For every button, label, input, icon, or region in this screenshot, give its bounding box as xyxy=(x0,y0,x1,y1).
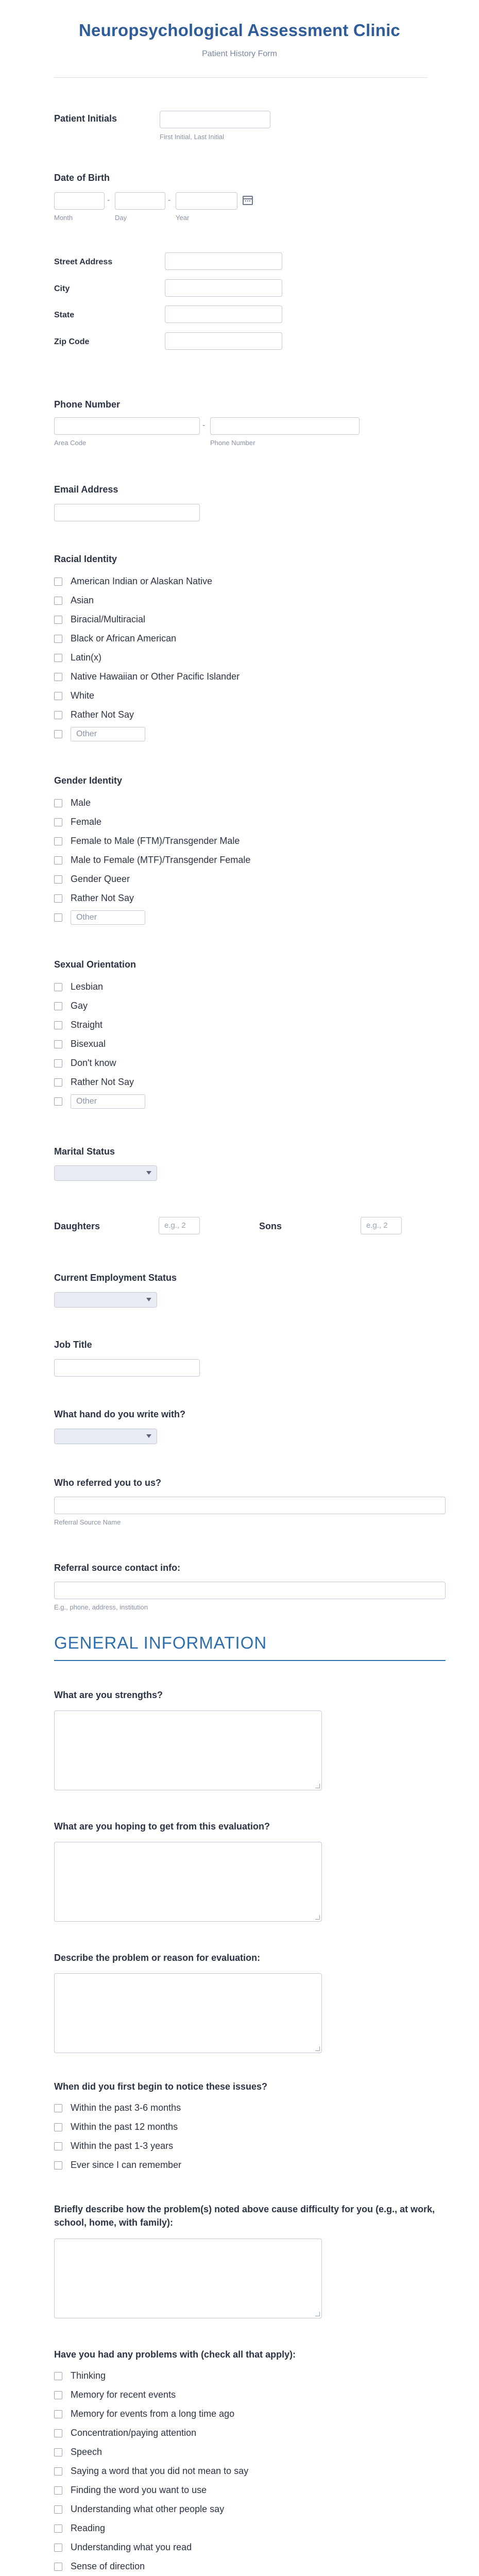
checkbox[interactable] xyxy=(54,2467,62,2476)
option-item[interactable] xyxy=(54,610,446,629)
referral-contact-input[interactable] xyxy=(54,1582,446,1599)
handedness-select[interactable] xyxy=(54,1429,157,1444)
zip-label: Zip Code xyxy=(54,337,90,346)
strengths-label: What are you strengths? xyxy=(54,1690,163,1700)
checkbox[interactable] xyxy=(54,1059,62,1067)
option-item[interactable] xyxy=(54,793,446,812)
checkbox[interactable] xyxy=(54,2448,62,2456)
option-label: White xyxy=(71,690,95,701)
sexual-orientation-other-option[interactable] xyxy=(54,1092,446,1111)
email-section xyxy=(54,484,446,495)
checkbox[interactable] xyxy=(54,2391,62,2399)
option-label: Male to Female (MTF)/Transgender Female xyxy=(71,855,251,865)
option-label: Biracial/Multiracial xyxy=(71,614,146,624)
option-label: Black or African American xyxy=(71,633,177,643)
option-item[interactable] xyxy=(54,832,446,851)
option-label: Asian xyxy=(71,595,94,605)
hoping-section xyxy=(54,1821,446,1832)
option-item[interactable] xyxy=(54,2557,446,2576)
strengths-textarea[interactable] xyxy=(54,1710,322,1790)
option-label: Rather Not Say xyxy=(71,709,134,720)
option-item[interactable] xyxy=(54,2137,446,2156)
dob-separator: - xyxy=(107,196,110,205)
problem-textarea[interactable] xyxy=(54,1973,322,2053)
option-label: Memory for events from a long time ago xyxy=(71,2409,235,2419)
option-label: Finding the word you want to use xyxy=(71,2485,207,2495)
option-item[interactable] xyxy=(54,1073,446,1092)
checkbox[interactable] xyxy=(54,578,62,586)
option-label: Latin(x) xyxy=(71,652,102,663)
checkbox[interactable] xyxy=(54,875,62,884)
checkbox[interactable] xyxy=(54,2123,62,2131)
problems-section xyxy=(54,2349,446,2576)
checkbox[interactable] xyxy=(54,1040,62,1048)
daughters-label: Daughters xyxy=(54,1221,100,1231)
street-label: Street Address xyxy=(54,258,113,266)
option-item[interactable] xyxy=(54,2117,446,2137)
gender-identity-label: Gender Identity xyxy=(54,775,123,786)
checkbox[interactable] xyxy=(54,799,62,807)
general-information-heading: GENERAL INFORMATION xyxy=(54,1633,267,1652)
option-item[interactable] xyxy=(54,705,446,724)
general-information-divider xyxy=(54,1660,446,1661)
email-input[interactable] xyxy=(54,504,200,521)
checkbox[interactable] xyxy=(54,730,62,738)
checkbox[interactable] xyxy=(54,635,62,643)
phone-label: Phone Number xyxy=(54,399,121,410)
street-input[interactable] xyxy=(165,252,282,270)
checkbox[interactable] xyxy=(54,2429,62,2437)
dob-month-input[interactable] xyxy=(54,192,105,210)
chevron-down-icon xyxy=(146,1434,151,1438)
checkbox[interactable] xyxy=(54,2524,62,2533)
checkbox[interactable] xyxy=(54,2410,62,2418)
referral-sublabel: Referral Source Name xyxy=(54,1518,121,1526)
patient-initials-label: Patient Initials xyxy=(54,113,117,124)
option-label: Lesbian xyxy=(71,981,104,992)
difficulty-textarea[interactable] xyxy=(54,2239,322,2318)
option-label: Within the past 3-6 months xyxy=(71,2103,181,2113)
sons-input[interactable]: e.g., 2 xyxy=(361,1217,402,1234)
sexual-orientation-label: Sexual Orientation xyxy=(54,959,136,970)
checkbox[interactable] xyxy=(54,837,62,845)
employment-section xyxy=(54,1273,446,1283)
first-notice-options xyxy=(54,2098,446,2175)
gender-identity-other-option[interactable] xyxy=(54,908,446,927)
referral-contact-label: Referral source contact info: xyxy=(54,1563,181,1573)
option-item[interactable] xyxy=(54,667,446,686)
employment-select[interactable] xyxy=(54,1292,157,1308)
calendar-icon[interactable] xyxy=(243,196,253,205)
gender-identity-options xyxy=(54,793,446,908)
referral-contact-sublabel: E.g., phone, address, institution xyxy=(54,1603,148,1611)
option-label: Thinking xyxy=(71,2370,106,2381)
option-item[interactable] xyxy=(54,870,446,889)
handedness-label: What hand do you write with? xyxy=(54,1409,185,1419)
state-input[interactable] xyxy=(165,306,282,323)
option-item[interactable] xyxy=(54,686,446,705)
checkbox[interactable] xyxy=(54,894,62,903)
problems-options xyxy=(54,2366,446,2576)
option-label: Bisexual xyxy=(71,1039,106,1049)
option-item[interactable] xyxy=(54,2098,446,2117)
option-label: Gay xyxy=(71,1001,88,1011)
checkbox[interactable] xyxy=(54,818,62,826)
job-title-label: Job Title xyxy=(54,1340,92,1350)
checkbox[interactable] xyxy=(54,2563,62,2571)
option-label: Rather Not Say xyxy=(71,1077,134,1087)
option-label: Don't know xyxy=(71,1058,116,1068)
dob-year-sublabel: Year xyxy=(176,214,190,222)
option-item[interactable] xyxy=(54,996,446,1015)
form-title: Neuropsychological Assessment Clinic xyxy=(78,21,400,40)
checkbox[interactable] xyxy=(54,673,62,681)
checkbox[interactable] xyxy=(54,1078,62,1087)
phone-number-input[interactable] xyxy=(210,417,360,435)
dob-day-input[interactable] xyxy=(115,192,165,210)
option-label: Ever since I can remember xyxy=(71,2160,182,2170)
city-label: City xyxy=(54,284,70,293)
sons-label: Sons xyxy=(259,1221,282,1231)
marital-status-label: Marital Status xyxy=(54,1146,115,1157)
option-label: Straight xyxy=(71,1020,103,1030)
option-label: Sense of direction xyxy=(71,2561,145,2571)
dob-day-sublabel: Day xyxy=(115,214,127,222)
option-label: Memory for recent events xyxy=(71,2389,176,2400)
option-item[interactable] xyxy=(54,2366,446,2385)
dob-month-sublabel: Month xyxy=(54,214,73,222)
problems-label: Have you had any problems with (check all that apply): xyxy=(54,2349,296,2360)
hoping-textarea[interactable] xyxy=(54,1842,322,1922)
option-label: Native Hawaiian or Other Pacific Islander xyxy=(71,671,240,682)
referral-contact-section xyxy=(54,1563,446,1573)
patient-initials-input[interactable] xyxy=(160,111,270,128)
option-item[interactable] xyxy=(54,1035,446,1054)
referral-label: Who referred you to us? xyxy=(54,1478,162,1488)
option-label: Reading xyxy=(71,2523,106,2533)
option-item[interactable] xyxy=(54,2443,446,2462)
difficulty-label: Briefly describe how the problem(s) noted above cause difficulty for you (e.g., at work, school, home, with family): xyxy=(54,2204,435,2228)
email-label: Email Address xyxy=(54,484,118,495)
option-item[interactable] xyxy=(54,2481,446,2500)
racial-identity-options xyxy=(54,572,446,724)
phone-separator: - xyxy=(202,421,206,430)
option-item[interactable] xyxy=(54,2385,446,2404)
option-item[interactable] xyxy=(54,648,446,667)
marital-status-select[interactable] xyxy=(54,1165,157,1181)
option-label: Concentration/paying attention xyxy=(71,2428,197,2438)
first-notice-section xyxy=(54,2081,446,2175)
checkbox[interactable] xyxy=(54,1021,62,1029)
area-code-input[interactable] xyxy=(54,417,200,435)
marital-status-section xyxy=(54,1146,446,1157)
problem-section xyxy=(54,1953,446,1963)
zip-input[interactable] xyxy=(165,332,282,350)
chevron-down-icon xyxy=(146,1298,151,1301)
checkbox[interactable] xyxy=(54,597,62,605)
state-label: State xyxy=(54,311,75,319)
dob-section xyxy=(54,173,446,183)
phone-section xyxy=(54,399,446,410)
patient-initials-sublabel: First Initial, Last Initial xyxy=(160,133,224,141)
job-title-input[interactable] xyxy=(54,1359,200,1377)
header-divider xyxy=(54,77,427,78)
sexual-orientation-section xyxy=(54,959,446,1111)
difficulty-section xyxy=(54,2202,435,2229)
option-item[interactable] xyxy=(54,2156,446,2175)
option-label: Female to Male (FTM)/Transgender Male xyxy=(71,836,240,846)
checkbox[interactable] xyxy=(54,2142,62,2150)
option-label: Speech xyxy=(71,2447,102,2457)
option-item[interactable] xyxy=(54,2500,446,2519)
option-item[interactable] xyxy=(54,889,446,908)
option-label: Understanding what other people say xyxy=(71,2504,225,2514)
checkbox[interactable] xyxy=(54,692,62,700)
checkbox[interactable] xyxy=(54,2161,62,2170)
option-label: Understanding what you read xyxy=(71,2542,192,2552)
checkbox[interactable] xyxy=(54,654,62,662)
sexual-orientation-other-input[interactable]: Other xyxy=(71,1094,145,1109)
first-notice-label: When did you first begin to notice these issues? xyxy=(54,2081,268,2092)
option-item[interactable] xyxy=(54,2404,446,2424)
option-item[interactable] xyxy=(54,591,446,610)
racial-identity-section xyxy=(54,554,446,743)
problem-label: Describe the problem or reason for evaluation: xyxy=(54,1953,261,1963)
option-item[interactable] xyxy=(54,629,446,648)
form-subtitle: Patient History Form xyxy=(202,49,277,58)
option-item[interactable] xyxy=(54,851,446,870)
option-item[interactable] xyxy=(54,2538,446,2557)
option-label: Male xyxy=(71,798,91,808)
checkbox[interactable] xyxy=(54,983,62,991)
chevron-down-icon xyxy=(146,1171,151,1175)
option-label: Rather Not Say xyxy=(71,893,134,903)
sexual-orientation-options xyxy=(54,977,446,1092)
checkbox[interactable] xyxy=(54,2544,62,2552)
option-label: Within the past 1-3 years xyxy=(71,2141,174,2151)
racial-identity-other-input[interactable]: Other xyxy=(71,727,145,741)
checkbox[interactable] xyxy=(54,1002,62,1010)
checkbox[interactable] xyxy=(54,913,62,922)
checkbox[interactable] xyxy=(54,2486,62,2495)
employment-label: Current Employment Status xyxy=(54,1273,177,1283)
phone-number-sublabel: Phone Number xyxy=(210,439,255,447)
option-label: Female xyxy=(71,817,102,827)
checkbox[interactable] xyxy=(54,1097,62,1106)
gender-identity-section xyxy=(54,775,446,927)
form-header xyxy=(0,21,479,59)
checkbox[interactable] xyxy=(54,616,62,624)
option-item[interactable] xyxy=(54,2424,446,2443)
gender-identity-other-input[interactable]: Other xyxy=(71,910,145,925)
checkbox[interactable] xyxy=(54,2372,62,2380)
referral-input[interactable] xyxy=(54,1497,446,1514)
checkbox[interactable] xyxy=(54,856,62,865)
dob-year-input[interactable] xyxy=(176,192,237,210)
option-item[interactable] xyxy=(54,977,446,996)
job-title-section xyxy=(54,1340,446,1350)
option-item[interactable] xyxy=(54,1054,446,1073)
daughters-input[interactable]: e.g., 2 xyxy=(159,1217,200,1234)
hoping-label: What are you hoping to get from this evaluation? xyxy=(54,1821,270,1832)
area-code-sublabel: Area Code xyxy=(54,439,87,447)
dob-label: Date of Birth xyxy=(54,173,110,183)
option-item[interactable] xyxy=(54,572,446,591)
option-label: Gender Queer xyxy=(71,874,130,884)
option-item[interactable] xyxy=(54,812,446,832)
racial-identity-label: Racial Identity xyxy=(54,554,117,564)
strengths-section xyxy=(54,1690,446,1701)
option-label: Saying a word that you did not mean to say xyxy=(71,2466,249,2476)
option-item[interactable] xyxy=(54,1015,446,1035)
checkbox[interactable] xyxy=(54,2104,62,2112)
option-item[interactable] xyxy=(54,2462,446,2481)
checkbox[interactable] xyxy=(54,711,62,719)
option-label: American Indian or Alaskan Native xyxy=(71,576,213,586)
option-label: Within the past 12 months xyxy=(71,2122,178,2132)
handedness-section xyxy=(54,1409,446,1420)
option-item[interactable] xyxy=(54,2519,446,2538)
checkbox[interactable] xyxy=(54,2505,62,2514)
racial-identity-other-option[interactable] xyxy=(54,724,446,743)
referral-section xyxy=(54,1478,446,1488)
city-input[interactable] xyxy=(165,279,282,297)
dob-separator: - xyxy=(168,196,171,205)
